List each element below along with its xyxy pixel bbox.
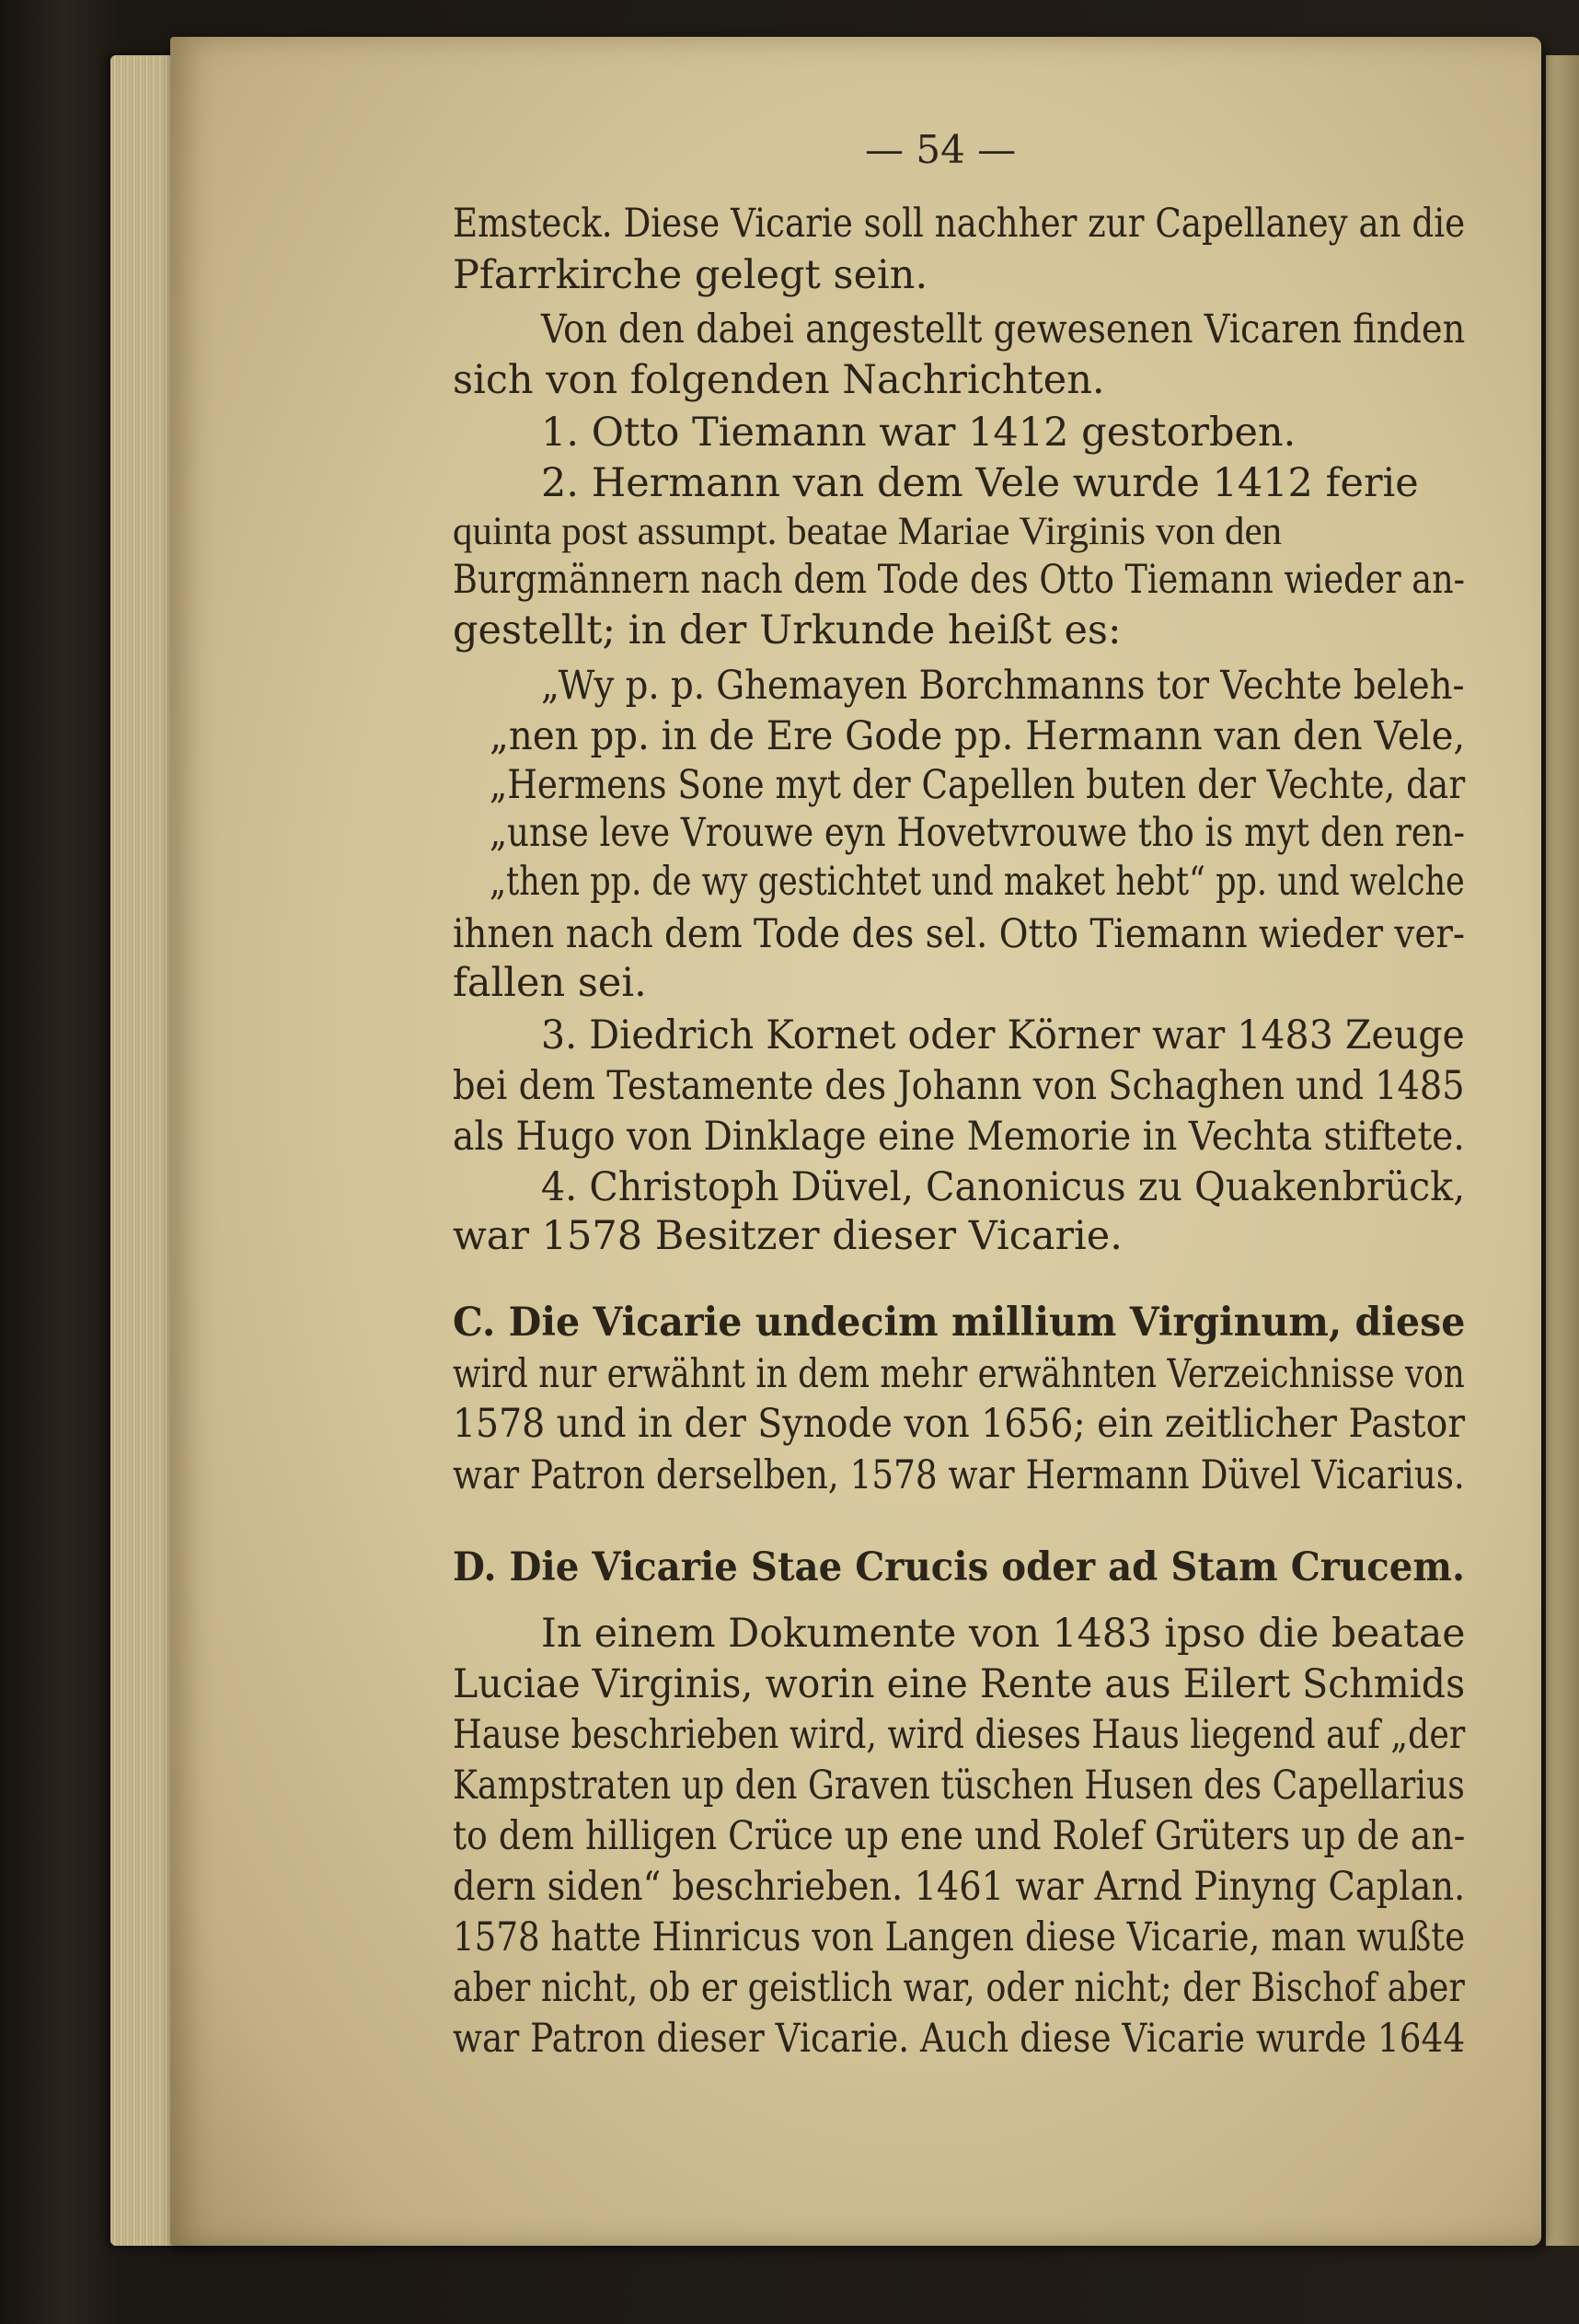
text-line: ihnen nach dem Tode des sel. Otto Tiemann wieder ver- — [453, 911, 1466, 957]
text-line: 2. Hermann van dem Vele wurde 1412 ferie — [541, 460, 1419, 506]
text-line: war 1578 Besitzer dieser Vicarie. — [453, 1213, 1123, 1259]
text-line: wird nur erwähnt in dem mehr erwähnten Verzeichnisse von — [453, 1351, 1465, 1397]
text-line: 1. Otto Tiemann war 1412 gestorben. — [541, 410, 1297, 456]
facing-page-edge — [1546, 55, 1579, 2246]
text-line: quinta post assumpt. beatae Mariae Virginis von den — [453, 510, 1283, 553]
text-line: Kampstraten up den Graven tüschen Husen des Capellarius — [453, 1763, 1465, 1809]
text-line: „then pp. de wy gestichtet und maket hebt“ pp. und welche — [490, 859, 1465, 905]
text-line: Emsteck. Diese Vicarie soll nachher zur Capellaney an die — [453, 201, 1466, 247]
text-line: als Hugo von Dinklage eine Memorie in Vechta stiftete. — [453, 1114, 1465, 1160]
text-line: bei dem Testamente des Johann von Schaghen und 1485 — [453, 1063, 1465, 1109]
text-line: 4. Christoph Düvel, Canonicus zu Quakenbrück, — [541, 1164, 1466, 1210]
page-number: — 54 — — [865, 127, 1017, 172]
text-line: In einem Dokumente von 1483 ipso die beatae — [541, 1611, 1466, 1657]
text-line: Burgmännern nach dem Tode des Otto Tiemann wieder an- — [453, 557, 1466, 603]
text-line: gestellt; in der Urkunde heißt es: — [453, 607, 1122, 653]
text-line: war Patron dieser Vicarie. Auch diese Vicarie wurde 1644 — [453, 2016, 1466, 2062]
text-line: aber nicht, ob er geistlich war, oder nicht; der Bischof aber — [453, 1965, 1465, 2011]
text-line: to dem hilligen Crüce up ene und Rolef Grüters up de an- — [453, 1813, 1466, 1859]
text-line: „unse leve Vrouwe eyn Hovetvrouwe tho is myt den ren- — [490, 810, 1466, 856]
text-line: Pfarrkirche gelegt sein. — [453, 252, 928, 298]
text-line: 1578 und in der Synode von 1656; ein zeitlicher Pastor — [453, 1401, 1466, 1447]
text-line: Von den dabei angestellt gewesenen Vicaren finden — [541, 306, 1466, 353]
text-line: „nen pp. in de Ere Gode pp. Hermann van den Vele, — [490, 713, 1466, 759]
text-line: fallen sei. — [453, 960, 647, 1006]
section-heading-c: C. Die Vicarie undecim millium Virginum, diese — [453, 1300, 1466, 1346]
text-line: Hause beschrieben wird, wird dieses Haus liegend auf „der — [453, 1712, 1466, 1758]
section-heading-d: D. Die Vicarie Stae Crucis oder ad Stam Crucem. — [453, 1544, 1465, 1590]
text-line: dern siden“ beschrieben. 1461 war Arnd Pinyng Caplan. — [453, 1864, 1466, 1910]
text-line: sich von folgenden Nachrichten. — [453, 357, 1105, 403]
text-line: 3. Diedrich Kornet oder Körner war 1483 Zeuge — [541, 1012, 1465, 1058]
text-line: „Wy p. p. Ghemayen Borchmanns tor Vechte beleh- — [541, 663, 1465, 709]
text-line: war Patron derselben, 1578 war Hermann Düvel Vicarius. — [453, 1452, 1465, 1498]
text-line: „Hermens Sone myt der Capellen buten der Vechte, dar — [490, 762, 1466, 808]
text-line: Luciae Virginis, worin eine Rente aus Eilert Schmids — [453, 1661, 1466, 1707]
text-line: 1578 hatte Hinricus von Langen diese Vicarie, man wußte — [453, 1914, 1466, 1960]
